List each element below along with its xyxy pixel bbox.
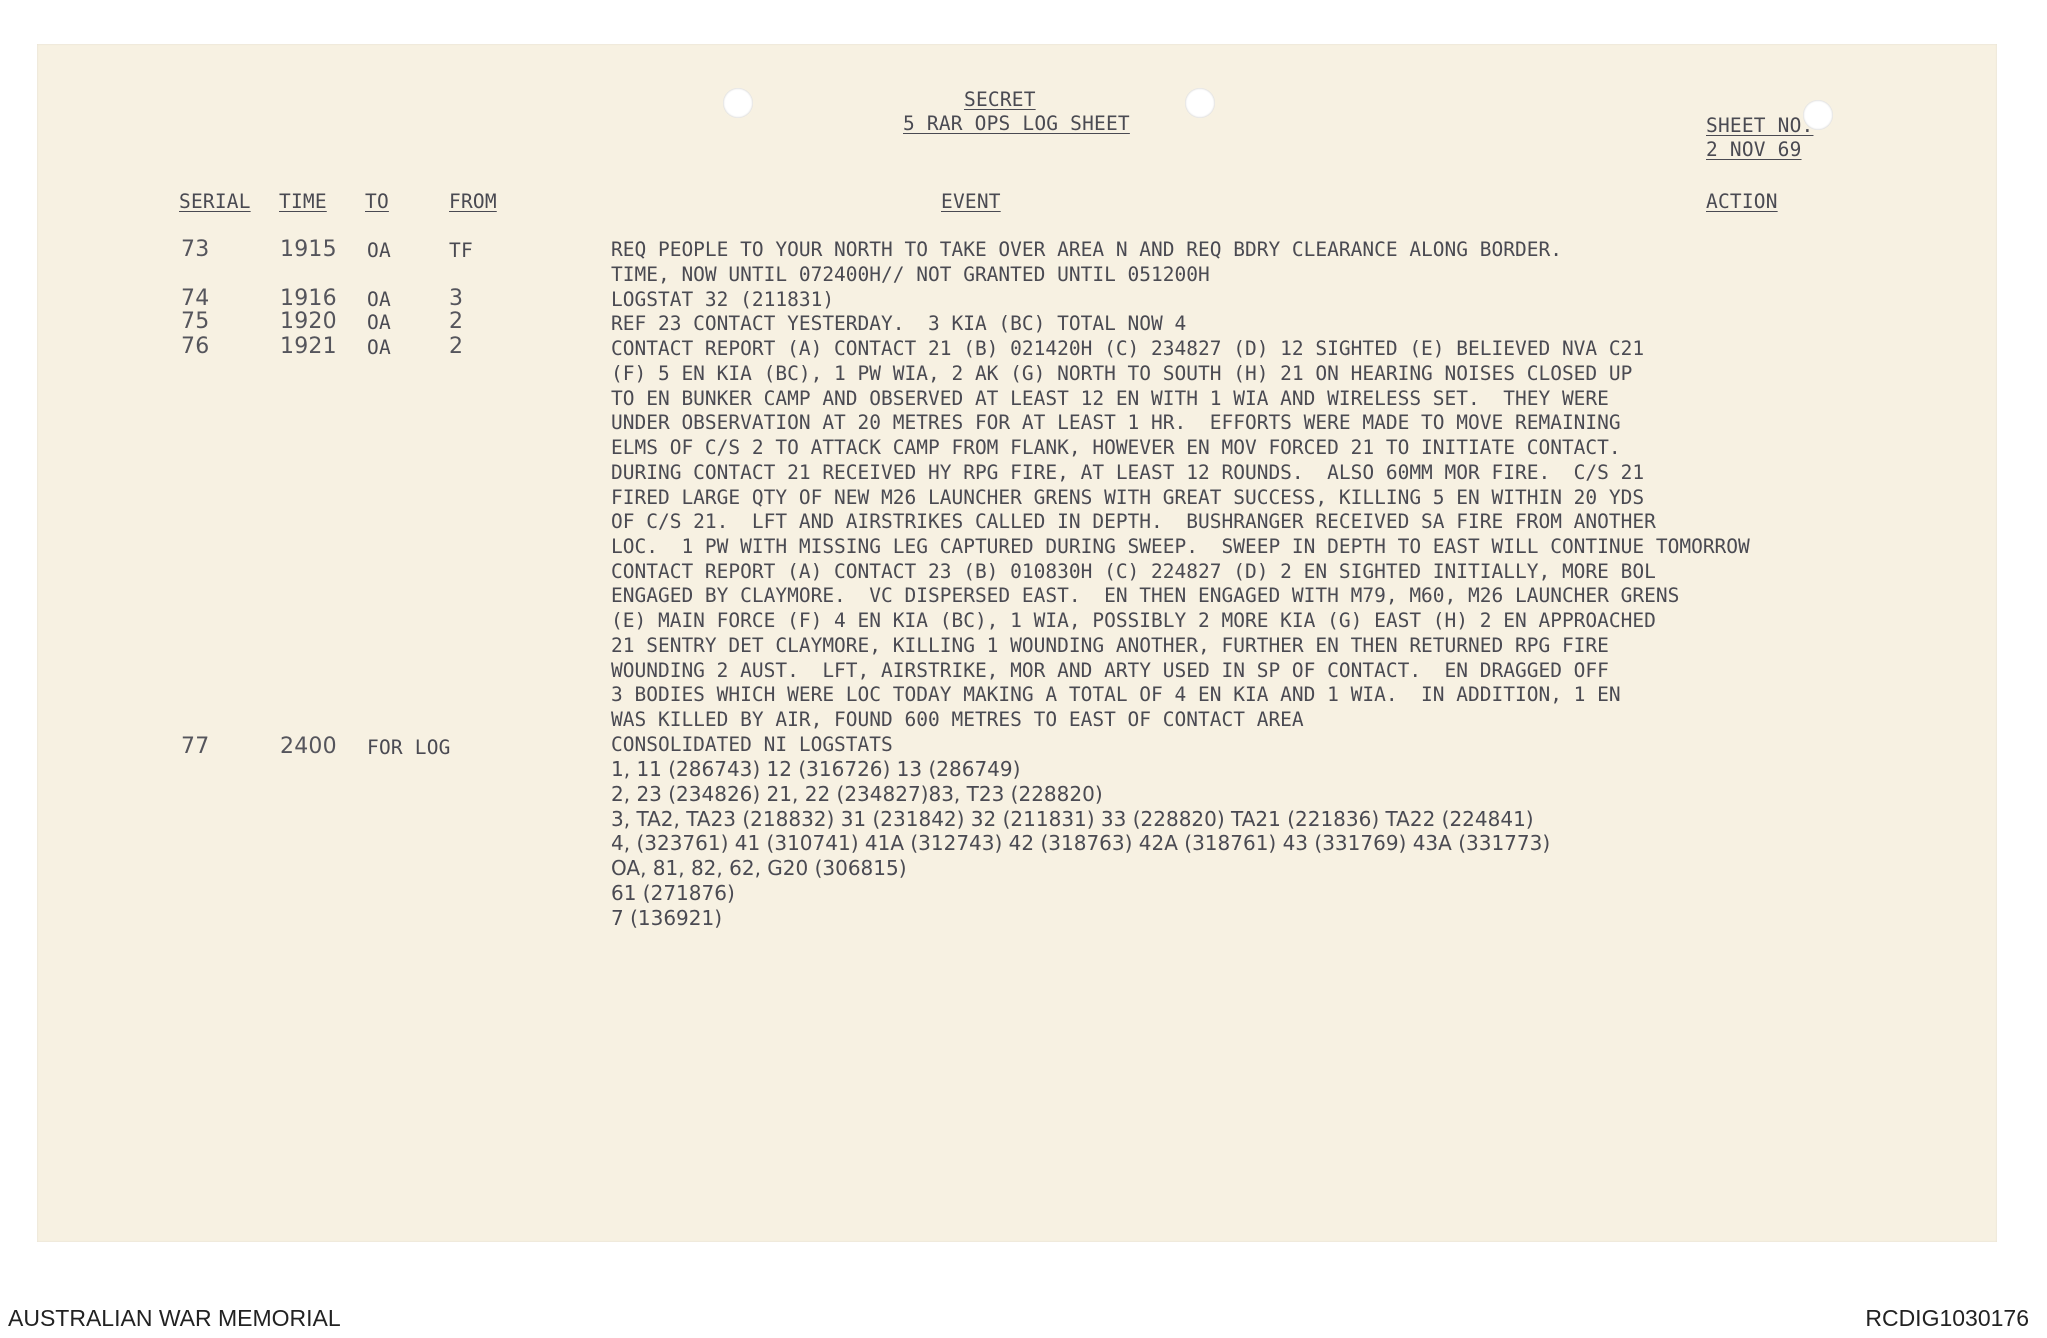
event-line: 21 SENTRY DET CLAYMORE, KILLING 1 WOUNDING ANOTHER, FURTHER EN THEN RETURNED RPG FIRE	[611, 634, 1609, 657]
sheet-number: SHEET NO.	[1706, 114, 1814, 137]
serial-76: 76	[181, 334, 210, 359]
to-75: OA	[367, 311, 391, 334]
event-line: ENGAGED BY CLAYMORE. VC DISPERSED EAST. EN THEN ENGAGED WITH M79, M60, M26 LAUNCHER GRENS	[611, 584, 1680, 607]
time-76: 1921	[280, 334, 337, 359]
sheet-title: 5 RAR OPS LOG SHEET	[903, 112, 1130, 135]
to-76: OA	[367, 336, 391, 359]
event-line: TO EN BUNKER CAMP AND OBSERVED AT LEAST 12 EN WITH 1 WIA AND WIRELESS SET. THEY WERE	[611, 387, 1609, 410]
event-line: 3 BODIES WHICH WERE LOC TODAY MAKING A TOTAL OF 4 EN KIA AND 1 WIA. IN ADDITION, 1 EN	[611, 683, 1621, 706]
event-line: ELMS OF C/S 2 TO ATTACK CAMP FROM FLANK, HOWEVER EN MOV FORCED 21 TO INITIATE CONTACT.	[611, 436, 1621, 459]
event-line: WOUNDING 2 AUST. LFT, AIRSTRIKE, MOR AND ARTY USED IN SP OF CONTACT. EN DRAGGED OFF	[611, 659, 1609, 682]
from-75: 2	[449, 309, 464, 334]
col-time: TIME	[279, 190, 327, 213]
logstat-line: 7 (136921)	[611, 906, 723, 930]
log-sheet-paper	[37, 44, 1997, 1242]
time-74: 1916	[280, 286, 337, 311]
punch-hole-center	[1185, 88, 1215, 118]
punch-hole-left	[723, 88, 753, 118]
event-line: OF C/S 21. LFT AND AIRSTRIKES CALLED IN DEPTH. BUSHRANGER RECEIVED SA FIRE FROM ANOTHER	[611, 510, 1656, 533]
event-line: (E) MAIN FORCE (F) 4 EN KIA (BC), 1 WIA, POSSIBLY 2 MORE KIA (G) EAST (H) 2 EN APPROACHED	[611, 609, 1656, 632]
event-line: (F) 5 EN KIA (BC), 1 PW WIA, 2 AK (G) NORTH TO SOUTH (H) 21 ON HEARING NOISES CLOSED UP	[611, 362, 1633, 385]
event-line: REQ PEOPLE TO YOUR NORTH TO TAKE OVER AREA N AND REQ BDRY CLEARANCE ALONG BORDER.	[611, 238, 1562, 261]
from-73: TF	[449, 239, 473, 262]
logstat-line: 4, (323761) 41 (310741) 41A (312743) 42 (318763) 42A (318761) 43 (331769) 43A (331773)	[611, 831, 1551, 855]
to-74: OA	[367, 288, 391, 311]
col-to: TO	[365, 190, 389, 213]
from-74: 3	[449, 286, 464, 311]
col-serial: SERIAL	[179, 190, 251, 213]
logstat-line: 1, 11 (286743) 12 (316726) 13 (286749)	[611, 757, 1021, 781]
col-action: ACTION	[1706, 190, 1778, 213]
logstat-line: 2, 23 (234826) 21, 22 (234827)83, T23 (228820)	[611, 782, 1103, 806]
event-line: LOGSTAT 32 (211831)	[611, 288, 835, 311]
serial-73: 73	[181, 237, 210, 262]
from-76: 2	[449, 334, 464, 359]
event-line: REF 23 CONTACT YESTERDAY. 3 KIA (BC) TOTAL NOW 4	[611, 312, 1187, 335]
to-77: FOR LOG	[367, 736, 451, 759]
to-73: OA	[367, 239, 391, 262]
event-line: FIRED LARGE QTY OF NEW M26 LAUNCHER GRENS WITH GREAT SUCCESS, KILLING 5 EN WITHIN 20 YDS	[611, 486, 1645, 509]
classification: SECRET	[964, 88, 1036, 111]
event-line: UNDER OBSERVATION AT 20 METRES FOR AT LEAST 1 HR. EFFORTS WERE MADE TO MOVE REMAINING	[611, 411, 1621, 434]
col-from: FROM	[449, 190, 497, 213]
time-73: 1915	[280, 237, 337, 262]
time-75: 1920	[280, 309, 337, 334]
serial-75: 75	[181, 309, 210, 334]
logstat-line: 61 (271876)	[611, 881, 735, 905]
event-line: TIME, NOW UNTIL 072400H// NOT GRANTED UNTIL 051200H	[611, 263, 1210, 286]
event-line: WAS KILLED BY AIR, FOUND 600 METRES TO EAST OF CONTACT AREA	[611, 708, 1304, 731]
event-line: DURING CONTACT 21 RECEIVED HY RPG FIRE, AT LEAST 12 ROUNDS. ALSO 60MM MOR FIRE. C/S 21	[611, 461, 1645, 484]
logstat-line: OA, 81, 82, 62, G20 (306815)	[611, 856, 907, 880]
event-line: LOC. 1 PW WITH MISSING LEG CAPTURED DURING SWEEP. SWEEP IN DEPTH TO EAST WILL CONTINUE TOMORROW	[611, 535, 1750, 558]
logstat-line: 3, TA2, TA23 (218832) 31 (231842) 32 (211831) 33 (228820) TA21 (221836) TA22 (224841)	[611, 807, 1534, 831]
footer-archive-name: AUSTRALIAN WAR MEMORIAL	[8, 1305, 341, 1331]
serial-74: 74	[181, 286, 210, 311]
event-line: CONTACT REPORT (A) CONTACT 21 (B) 021420H (C) 234827 (D) 12 SIGHTED (E) BELIEVED NVA C21	[611, 337, 1645, 360]
footer-record-id: RCDIG1030176	[1865, 1305, 2029, 1331]
event-line: CONSOLIDATED NI LOGSTATS	[611, 733, 893, 756]
sheet-date: 2 NOV 69	[1706, 138, 1802, 161]
time-77: 2400	[280, 734, 337, 759]
serial-77: 77	[181, 734, 210, 759]
event-line: CONTACT REPORT (A) CONTACT 23 (B) 010830H (C) 224827 (D) 2 EN SIGHTED INITIALLY, MORE BOL	[611, 560, 1656, 583]
col-event: EVENT	[941, 190, 1001, 213]
